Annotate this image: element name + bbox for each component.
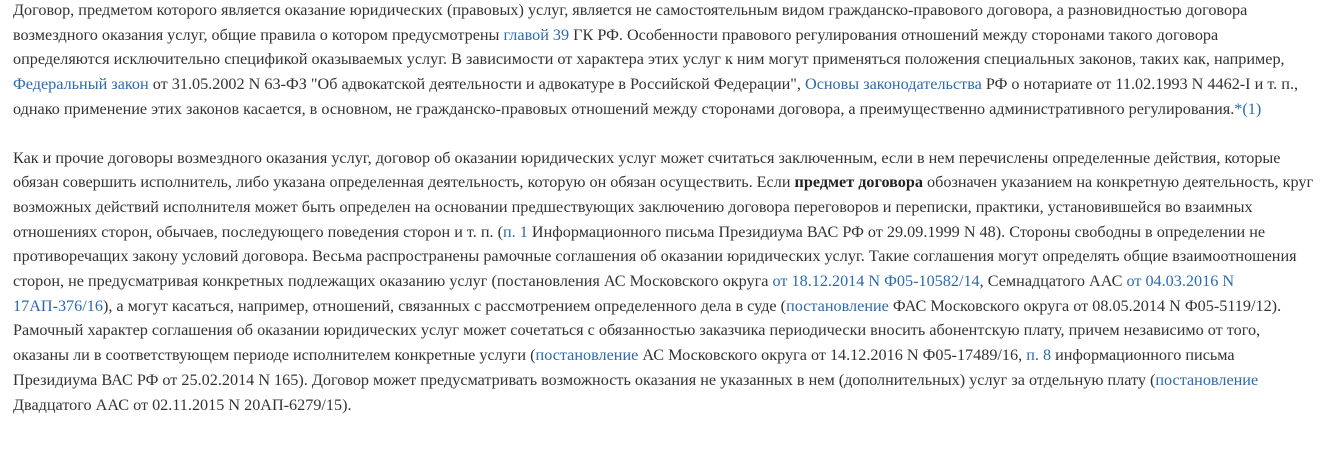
paragraph-legal-services-contract bbox=[13, 0, 1315, 122]
paragraph-text: Двадцатого ААС от 02.11.2015 N 20АП-6279/15). bbox=[13, 395, 352, 414]
paragraph-framework-agreements bbox=[13, 146, 1315, 418]
paragraph-text: Договор, предметом которого является оказание юридических (правовых) услуг, является не самостоятельным видом гражданско-правового договора, а разновидностью договора возмездного оказания услуг, общие правила о котором предусмотрены bbox=[13, 1, 1248, 44]
paragraph-text: , Семнадцатого ААС bbox=[979, 272, 1127, 291]
link-ruling-fas-moscow[interactable]: постановление bbox=[786, 296, 889, 315]
link-ruling-20ap-6279[interactable]: постановление bbox=[1155, 370, 1259, 389]
link-ruling-as-moscow[interactable]: постановление bbox=[535, 346, 639, 365]
bold-term-contract-subject: предмет договора bbox=[794, 173, 923, 192]
link-clause-1[interactable]: п. 1 bbox=[503, 222, 528, 241]
paragraph-text: ), а могут касаться, например, отношений, связанных с рассмотрением определенного дела в суде ( bbox=[102, 296, 787, 315]
link-notary-legislation[interactable]: Основы законодательства bbox=[805, 75, 982, 94]
link-clause-8[interactable]: п. 8 bbox=[1026, 346, 1052, 365]
paragraph-text: АС Московского округа от 14.12.2016 N Ф05-17489/16, bbox=[638, 346, 1027, 365]
link-ruling-f05-10582[interactable]: от 18.12.2014 N Ф05-10582/14 bbox=[772, 272, 980, 291]
footnote-link-1[interactable]: *(1) bbox=[1234, 99, 1262, 118]
paragraph-text: Информационного письма Президиума ВАС РФ от 29.09.1999 N 48). Стороны свободны в определении не противоречащих закону условий договора. Весьма распространены рамочные соглашения об оказании юридических услуг. Такие соглашения могут определять общие взаимоотношения сторон, не предусматривая конкретных подлежащих оказанию услуг (постановления АС Московского округа bbox=[13, 222, 1297, 291]
paragraph-text: от 31.05.2002 N 63-ФЗ "Об адвокатской деятельности и адвокатуре в Российской Федерации", bbox=[148, 75, 806, 94]
paragraph-text: информационного письма Президиума ВАС РФ от 25.02.2014 N 165). Договор может предусматривать возможность оказания не указанных в нем (дополнительных) услуг за отдельную плату ( bbox=[13, 346, 1235, 389]
link-chapter-39[interactable]: главой 39 bbox=[503, 25, 570, 44]
paragraph-text: обозначен указанием на конкретную деятельность, круг возможных действий исполнителя может быть определен на основании предшествующих заключению договора переговоров и переписки, практики, установившейся во взаимных отношениях сторон, обычаев, последующего поведения сторон и т. п. ( bbox=[13, 173, 1314, 241]
link-federal-law[interactable]: Федеральный закон bbox=[13, 75, 149, 94]
paragraph-text: ГК РФ. Особенности правового регулирования отношений между сторонами такого договора определяются исключительно спецификой оказываемых услуг. В зависимости от характера этих услуг к ним могут применяться положения специальных законов, таких как, например, bbox=[13, 25, 1285, 69]
paragraph-text: ФАС Московского округа от 08.05.2014 N Ф05-5119/12). Рамочный характер соглашения об оказании юридических услуг может сочетаться с обязанностью заказчика периодически вносить абонентскую плату, причем независимо от того, оказаны ли в соответствующем периоде исполнителем конкретные услуги ( bbox=[13, 296, 1282, 365]
paragraph-text: Как и прочие договоры возмездного оказания услуг, договор об оказании юридических услуг может считаться заключенным, если в нем перечислены определенные действия, которые обязан совершить исполнитель, либо указана определенная деятельность, которую он обязан осуществить. Если bbox=[13, 148, 1281, 192]
link-ruling-17ap-376[interactable]: от 04.03.2016 N 17АП-376/16 bbox=[13, 272, 1235, 315]
paragraph-text: РФ о нотариате от 11.02.1993 N 4462-I и т. п., однако применение этих законов касается, в основном, не гражданско-правовых отношений между сторонами договора, а преимущественно административного регулирования. bbox=[13, 75, 1299, 118]
